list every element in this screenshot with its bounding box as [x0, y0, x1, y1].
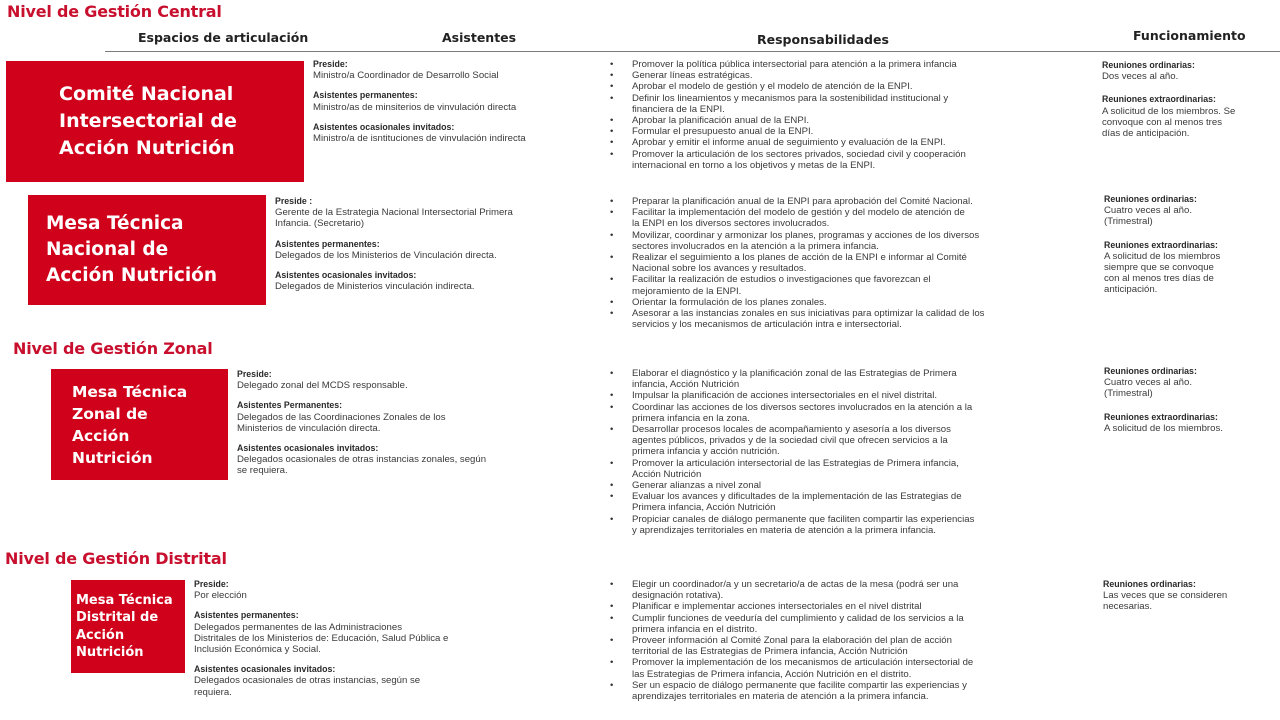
extraordinarias-label: Reuniones extraordinarias:	[1102, 94, 1216, 105]
list-item: • Ser un espacio de diálogo permanente que facilite compartir las experiencias y aprendizajes territoriales en materia de atención a la primera infancia.	[608, 680, 1098, 702]
list-item: • Aprobar la planificación anual de la ENPI.	[608, 115, 1098, 126]
committee-box-mesa-zonal	[51, 369, 228, 480]
list-item: • Desarrollar procesos locales de acompañamiento y asesoría a los diversos agentes públicos, privados y de la sociedad civil que ofrecen servicios a la primera infancia y acción nutrición.	[608, 424, 1098, 458]
list-item: • Elaborar el diagnóstico y la planificación zonal de las Estrategias de Primera infancia, Acción Nutrición	[608, 368, 1098, 390]
list-item: • Planificar e implementar acciones intersectoriales en el nivel distrital	[608, 601, 1098, 612]
list-item: • Coordinar las acciones de los diversos sectores involucrados en la atención a la primera infancia en la zona.	[608, 402, 1098, 424]
responsabilidades-list	[608, 59, 1098, 171]
list-item: • Facilitar la realización de estudios o investigaciones que favorezcan el mejoramiento de la ENPI.	[608, 274, 1098, 296]
committee-name: Mesa Técnica Distrital de Acción Nutrición	[76, 592, 173, 660]
header-asistentes: Asistentes	[442, 30, 517, 45]
ordinarias-value: Las veces que se consideren necesarias.	[1103, 590, 1228, 613]
permanentes-label: Asistentes permanentes:	[313, 90, 418, 101]
extraordinarias-value: A solicitud de los miembros siempre que se convoque con al menos tres días de anticipación.	[1104, 250, 1221, 296]
asistentes-cell	[194, 579, 539, 707]
extraordinarias-label: Reuniones extraordinarias:	[1104, 239, 1218, 250]
list-item: • Promover la implementación de los mecanismos de articulación intersectorial de las Estrategias de Primera infancia, Acción Nutrición en el distrito.	[608, 657, 1098, 679]
preside-label: Preside:	[237, 369, 272, 379]
extraordinarias-label: Reuniones extraordinarias:	[1104, 411, 1218, 422]
preside-label: Preside :	[275, 196, 313, 206]
list-item: • Impulsar la planificación de acciones intersectoriales en el nivel distrital.	[608, 390, 1098, 401]
preside-value: Gerente de la Estrategia Nacional Intersectorial Primera Infancia. (Secretario)	[275, 207, 513, 230]
list-item: • Promover la articulación de los sectores privados, sociedad civil y cooperación internacional en torno a los objetivos y metas de la ENPI.	[608, 149, 1098, 171]
ordinarias-value: Cuatro veces al año. (Trimestral)	[1104, 377, 1192, 400]
list-item: • Generar líneas estratégicas.	[608, 70, 1098, 81]
level-title-distrital: Nivel de Gestión Distrital	[5, 549, 227, 568]
funcionamiento-cell	[1102, 60, 1270, 151]
ordinarias-value: Cuatro veces al año. (Trimestral)	[1104, 205, 1192, 228]
committee-name: Mesa Técnica Zonal de Acción Nutrición	[72, 382, 188, 467]
asistentes-cell	[313, 59, 603, 153]
responsabilidades-list	[608, 579, 1098, 702]
header-funcionamiento: Funcionamiento	[1133, 28, 1246, 43]
committee-name: Mesa Técnica Nacional de Acción Nutrición	[46, 213, 218, 286]
permanentes-label: Asistentes permanentes:	[194, 610, 299, 621]
preside-value: Ministro/a Coordinador de Desarrollo Social	[313, 70, 499, 82]
list-item: • Formular el presupuesto anual de la ENPI.	[608, 126, 1098, 137]
permanentes-value: Ministro/as de minsiterios de vinvulación directa	[313, 101, 517, 113]
list-item: • Promover la articulación intersectorial de las Estrategias de Primera infancia, Acción Nutrición	[608, 458, 1098, 480]
responsabilidades-list	[608, 368, 1098, 536]
list-item: • Generar alianzas a nivel zonal	[608, 480, 1098, 491]
list-item: • Movilizar, coordinar y armonizar los planes, programas y acciones de los diversos sectores involucrados en la atención a la primera infancia.	[608, 230, 1098, 252]
preside-value: Por elección	[194, 590, 247, 602]
list-item: • Preparar la planificación anual de la ENPI para aprobación del Comité Nacional.	[608, 196, 1098, 207]
list-item: • Orientar la formulación de los planes zonales.	[608, 297, 1098, 308]
committee-box-mesa-nacional	[28, 195, 266, 305]
level-title-zonal: Nivel de Gestión Zonal	[13, 339, 213, 358]
funcionamiento-cell	[1104, 366, 1272, 446]
asistentes-cell	[237, 369, 577, 486]
funcionamiento-cell	[1104, 194, 1272, 308]
responsabilidades-list	[608, 196, 1098, 330]
ocasionales-label: Asistentes ocasionales invitados:	[275, 270, 417, 281]
list-item: • Asesorar a las instancias zonales en sus iniciativas para optimizar la calidad de los servicios y los mecanismos de articulación intra e intersectorial.	[608, 308, 1098, 330]
list-item: • Facilitar la implementación del modelo de gestión y del modelo de atención de la ENPI en los diversos sectores involucrados.	[608, 207, 1098, 229]
ocasionales-value: Delegados ocasionales de otras instancias zonales, según se requiera.	[237, 454, 487, 477]
ocasionales-value: Ministro/a de isntituciones de vinvulación indirecta	[313, 133, 526, 145]
funcionamiento-cell	[1103, 579, 1271, 625]
list-item: • Evaluar los avances y dificultades de la implementación de las Estrategias de Primera infancia, Acción Nutrición	[608, 491, 1098, 513]
ordinarias-label: Reuniones ordinarias:	[1103, 579, 1196, 589]
list-item: • Promover la política pública intersectorial para atención a la primera infancia	[608, 59, 1098, 70]
committee-box-mesa-distrital	[71, 580, 185, 673]
header-espacios: Espacios de articulación	[138, 30, 309, 45]
extraordinarias-value: A solicitud de los miembros. Se convoque con al menos tres días de anticipación.	[1102, 105, 1236, 140]
ordinarias-label: Reuniones ordinarias:	[1104, 194, 1197, 204]
list-item: • Aprobar y emitir el informe anual de seguimiento y evaluación de la ENPI.	[608, 137, 1098, 148]
permanentes-value: Delegados de las Coordinaciones Zonales de los Ministerios de vinculación directa.	[237, 411, 446, 434]
ocasionales-value: Delegados de Ministerios vinculación indirecta.	[275, 281, 475, 293]
list-item: • Propiciar canales de diálogo permanente que faciliten compartir las experiencias y aprendizajes territoriales en materia de atención a la primera infancia.	[608, 514, 1098, 536]
ordinarias-label: Reuniones ordinarias:	[1102, 60, 1195, 70]
ocasionales-label: Asistentes ocasionales invitados:	[313, 121, 455, 132]
ordinarias-label: Reuniones ordinarias:	[1104, 366, 1197, 376]
ocasionales-value: Delegados ocasionales de otras instancias, según se requiera.	[194, 675, 421, 698]
list-item: • Cumplir funciones de veeduría del cumplimiento y calidad de los servicios a la primera infancia en el distrito.	[608, 613, 1098, 635]
header-divider	[105, 51, 1280, 52]
list-item: • Aprobar el modelo de gestión y el modelo de atención de la ENPI.	[608, 81, 1098, 92]
preside-label: Preside:	[194, 579, 229, 589]
committee-box-comite-nacional	[6, 61, 304, 182]
header-responsabilidades: Responsabilidades	[757, 32, 889, 47]
committee-name: Comité Nacional Intersectorial de Acción Nutrición	[59, 83, 237, 159]
list-item: • Realizar el seguimiento a los planes de acción de la ENPI e informar al Comité Nacional sobre los avances y resultados.	[608, 252, 1098, 274]
extraordinarias-value: A solicitud de los miembros.	[1104, 422, 1223, 434]
preside-value: Delegado zonal del MCDS responsable.	[237, 380, 408, 392]
list-item: • Proveer información al Comité Zonal para la elaboración del plan de acción territorial de las Estrategias de Primera infancia, Acción Nutrición	[608, 635, 1098, 657]
asistentes-cell	[275, 196, 600, 301]
ocasionales-label: Asistentes ocasionales invitados:	[237, 443, 379, 454]
permanentes-value: Delegados de los Ministerios de Vinculación directa.	[275, 249, 497, 261]
permanentes-value: Delegados permanentes de las Administraciones Distritales de los Ministerios de: Educación, Salud Pública e Inclusión Económica y Social.	[194, 621, 449, 656]
preside-label: Preside:	[313, 59, 348, 69]
permanentes-label: Asistentes permanentes:	[275, 238, 380, 249]
list-item: • Definir los lineamientos y mecanismos para la sostenibilidad institucional y financiera de la ENPI.	[608, 93, 1098, 115]
list-item: • Elegir un coordinador/a y un secretario/a de actas de la mesa (podrá ser una designación rotativa).	[608, 579, 1098, 601]
ordinarias-value: Dos veces al año.	[1102, 71, 1179, 83]
level-title-central: Nivel de Gestión Central	[7, 2, 222, 21]
ocasionales-label: Asistentes ocasionales invitados:	[194, 664, 336, 675]
permanentes-label: Asistentes Permanentes:	[237, 400, 343, 411]
